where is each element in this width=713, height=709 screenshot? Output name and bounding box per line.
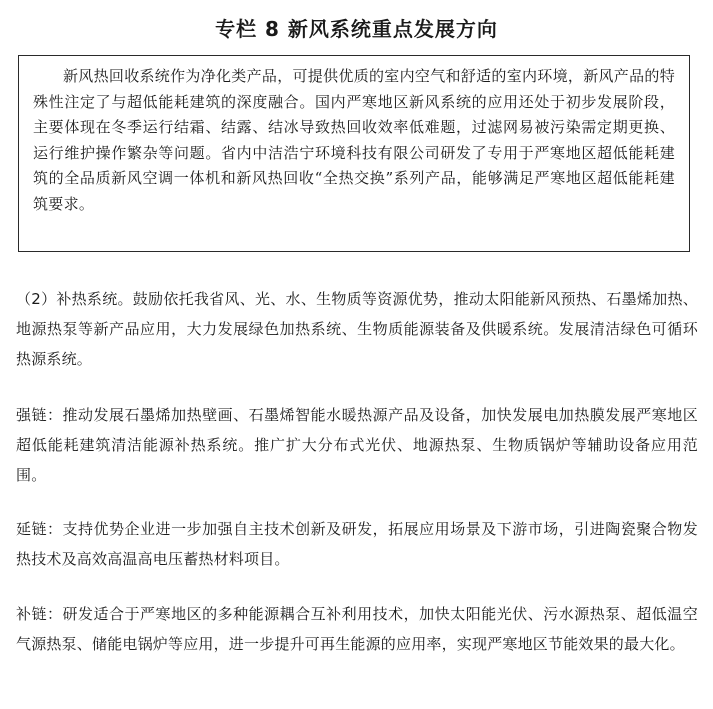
- paragraph-heating-system: （2）补热系统。鼓励依托我省风、光、水、生物质等资源优势，推动太阳能新风预热、石墨烯加热、地源热泵等新产品应用，大力发展绿色加热系统、生物质能源装备及供暖系统。发展清洁绿色可循环热源系统。: [16, 290, 698, 368]
- paragraph-supplement-chain: 补链：研发适合于严寒地区的多种能源耦合互补利用技术，加快太阳能光伏、污水源热泵、超低温空气源热泵、储能电锅炉等应用，进一步提升可再生能源的应用率，实现严寒地区节能效果的最大化。: [16, 605, 698, 653]
- column-box-text: 新风热回收系统作为净化类产品，可提供优质的室内空气和舒适的室内环境，新风产品的特殊性注定了与超低能耗建筑的深度融合。国内严寒地区新风系统的应用还处于初步发展阶段，主要体现在冬季运行结霜、结露、结冰导致热回收效率低难题，过滤网易被污染需定期更换、运行维护操作繁杂等问题。省内中洁浩宁环境科技有限公司研发了专用于严寒地区超低能耗建筑的全品质新风空调一体机和新风热回收“全热交换”系列产品，能够满足严寒地区超低能耗建筑要求。: [33, 67, 676, 213]
- column-box: [18, 55, 690, 252]
- column-title: 专栏 8 新风系统重点发展方向: [215, 17, 498, 41]
- paragraph-extend-chain: 延链：支持优势企业进一步加强自主技术创新及研发，拓展应用场景及下游市场，引进陶瓷聚合物发热技术及高效高温高电压蓄热材料项目。: [16, 520, 698, 568]
- paragraph-strengthen-chain: 强链：推动发展石墨烯加热壁画、石墨烯智能水暖热源产品及设备，加快发展电加热膜发展严寒地区超低能耗建筑清洁能源补热系统。推广扩大分布式光伏、地源热泵、生物质锅炉等辅助设备应用范围。: [16, 406, 698, 484]
